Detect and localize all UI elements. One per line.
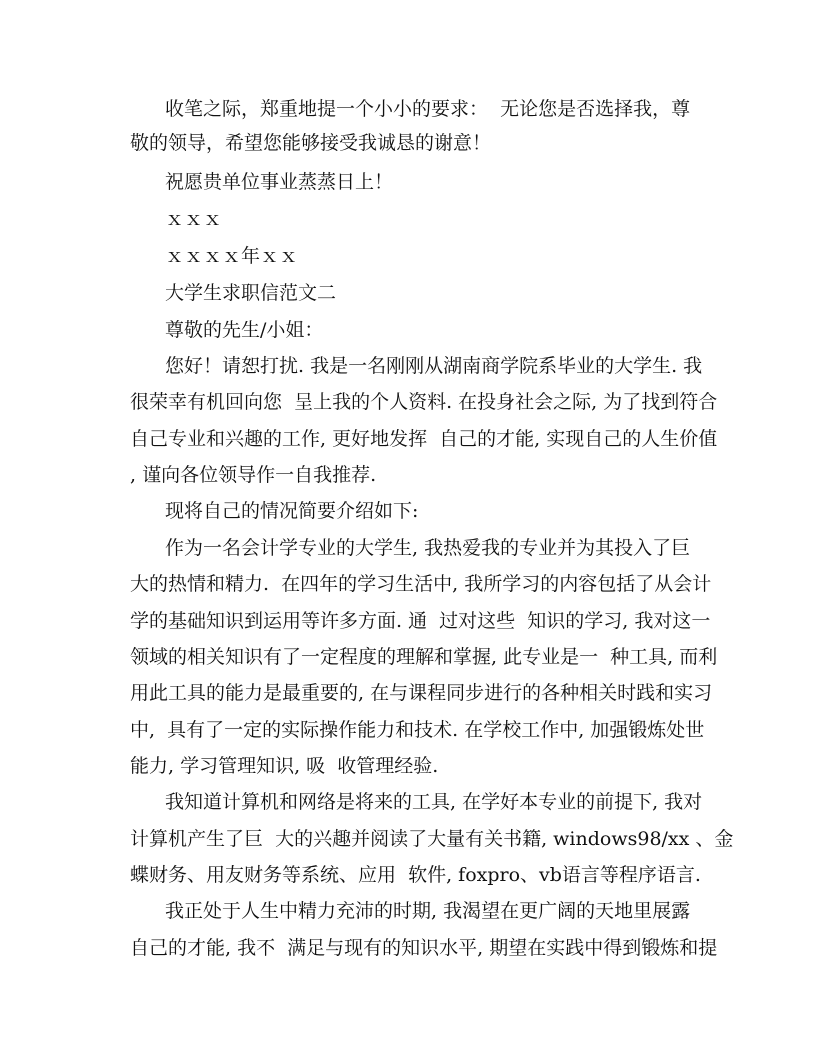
text-line-24: 自己的才能, 我不 满足与现有的知识水平, 期望在实践中得到锻炼和提 (130, 937, 718, 959)
text-line-15: 学的基础知识到运用等许多方面. 通 过对这些 知识的学习, 我对这一 (130, 610, 711, 632)
text-line-21: 计算机产生了巨 大的兴趣并阅读了大量有关书籍, windows98/xx 、金 (130, 828, 734, 850)
text-line-1: 收笔之际，郑重地提一个小小的要求： 无论您是否选择我，尊 (165, 98, 691, 120)
text-line-11: , 谨向各位领导作一自我推荐. (130, 464, 377, 486)
text-line-9: 很荣幸有机回向您 呈上我的个人资料. 在投身社会之际, 为了找到符合 (130, 391, 718, 413)
text-line-16: 领域的相关知识有了一定程度的理解和掌握, 此专业是一 种工具, 而利 (130, 646, 718, 668)
salutation: 尊敬的先生/小姐： (165, 319, 324, 341)
text-line-12: 现将自己的情况简要介绍如下: (165, 500, 419, 522)
text-line-23: 我正处于人生中精力充沛的时期, 我渴望在更广阔的天地里展露 (165, 900, 691, 922)
text-line-14: 大的热情和精力. 在四年的学习生活中, 我所学习的内容包括了从会计 (130, 573, 712, 595)
text-line-20: 我知道计算机和网络是将来的工具, 在学好本专业的前提下, 我对 (165, 791, 703, 813)
text-line-4: ｘｘｘ (165, 208, 223, 230)
text-line-18: 中, 具有了一定的实际操作能力和技术. 在学校工作中, 加强锻炼处世 (130, 719, 705, 741)
text-line-19: 能力, 学习管理知识, 吸 收管理经验. (130, 755, 439, 777)
text-line-10: 自己专业和兴趣的工作, 更好地发挥 自己的才能, 实现自己的人生价值 (130, 428, 718, 450)
text-line-3: 祝愿贵单位事业蒸蒸日上！ (165, 171, 394, 193)
text-line-2: 敬的领导，希望您能够接受我诚恳的谢意！ (130, 132, 492, 154)
text-line-5: ｘｘｘｘ年ｘｘ (165, 245, 299, 267)
section-title: 大学生求职信范文二 (165, 282, 337, 304)
text-line-17: 用此工具的能力是最重要的, 在与课程同步进行的各种相关时践和实习 (130, 682, 713, 704)
text-line-8: 您好！请恕打扰. 我是一名刚刚从湖南商学院系毕业的大学生. 我 (165, 355, 703, 377)
text-line-13: 作为一名会计学专业的大学生, 我热爱我的专业并为其投入了巨 (165, 537, 691, 559)
text-line-22: 蝶财务、用友财务等系统、应用 软件, foxpro、vb语言等程序语言. (130, 864, 701, 886)
